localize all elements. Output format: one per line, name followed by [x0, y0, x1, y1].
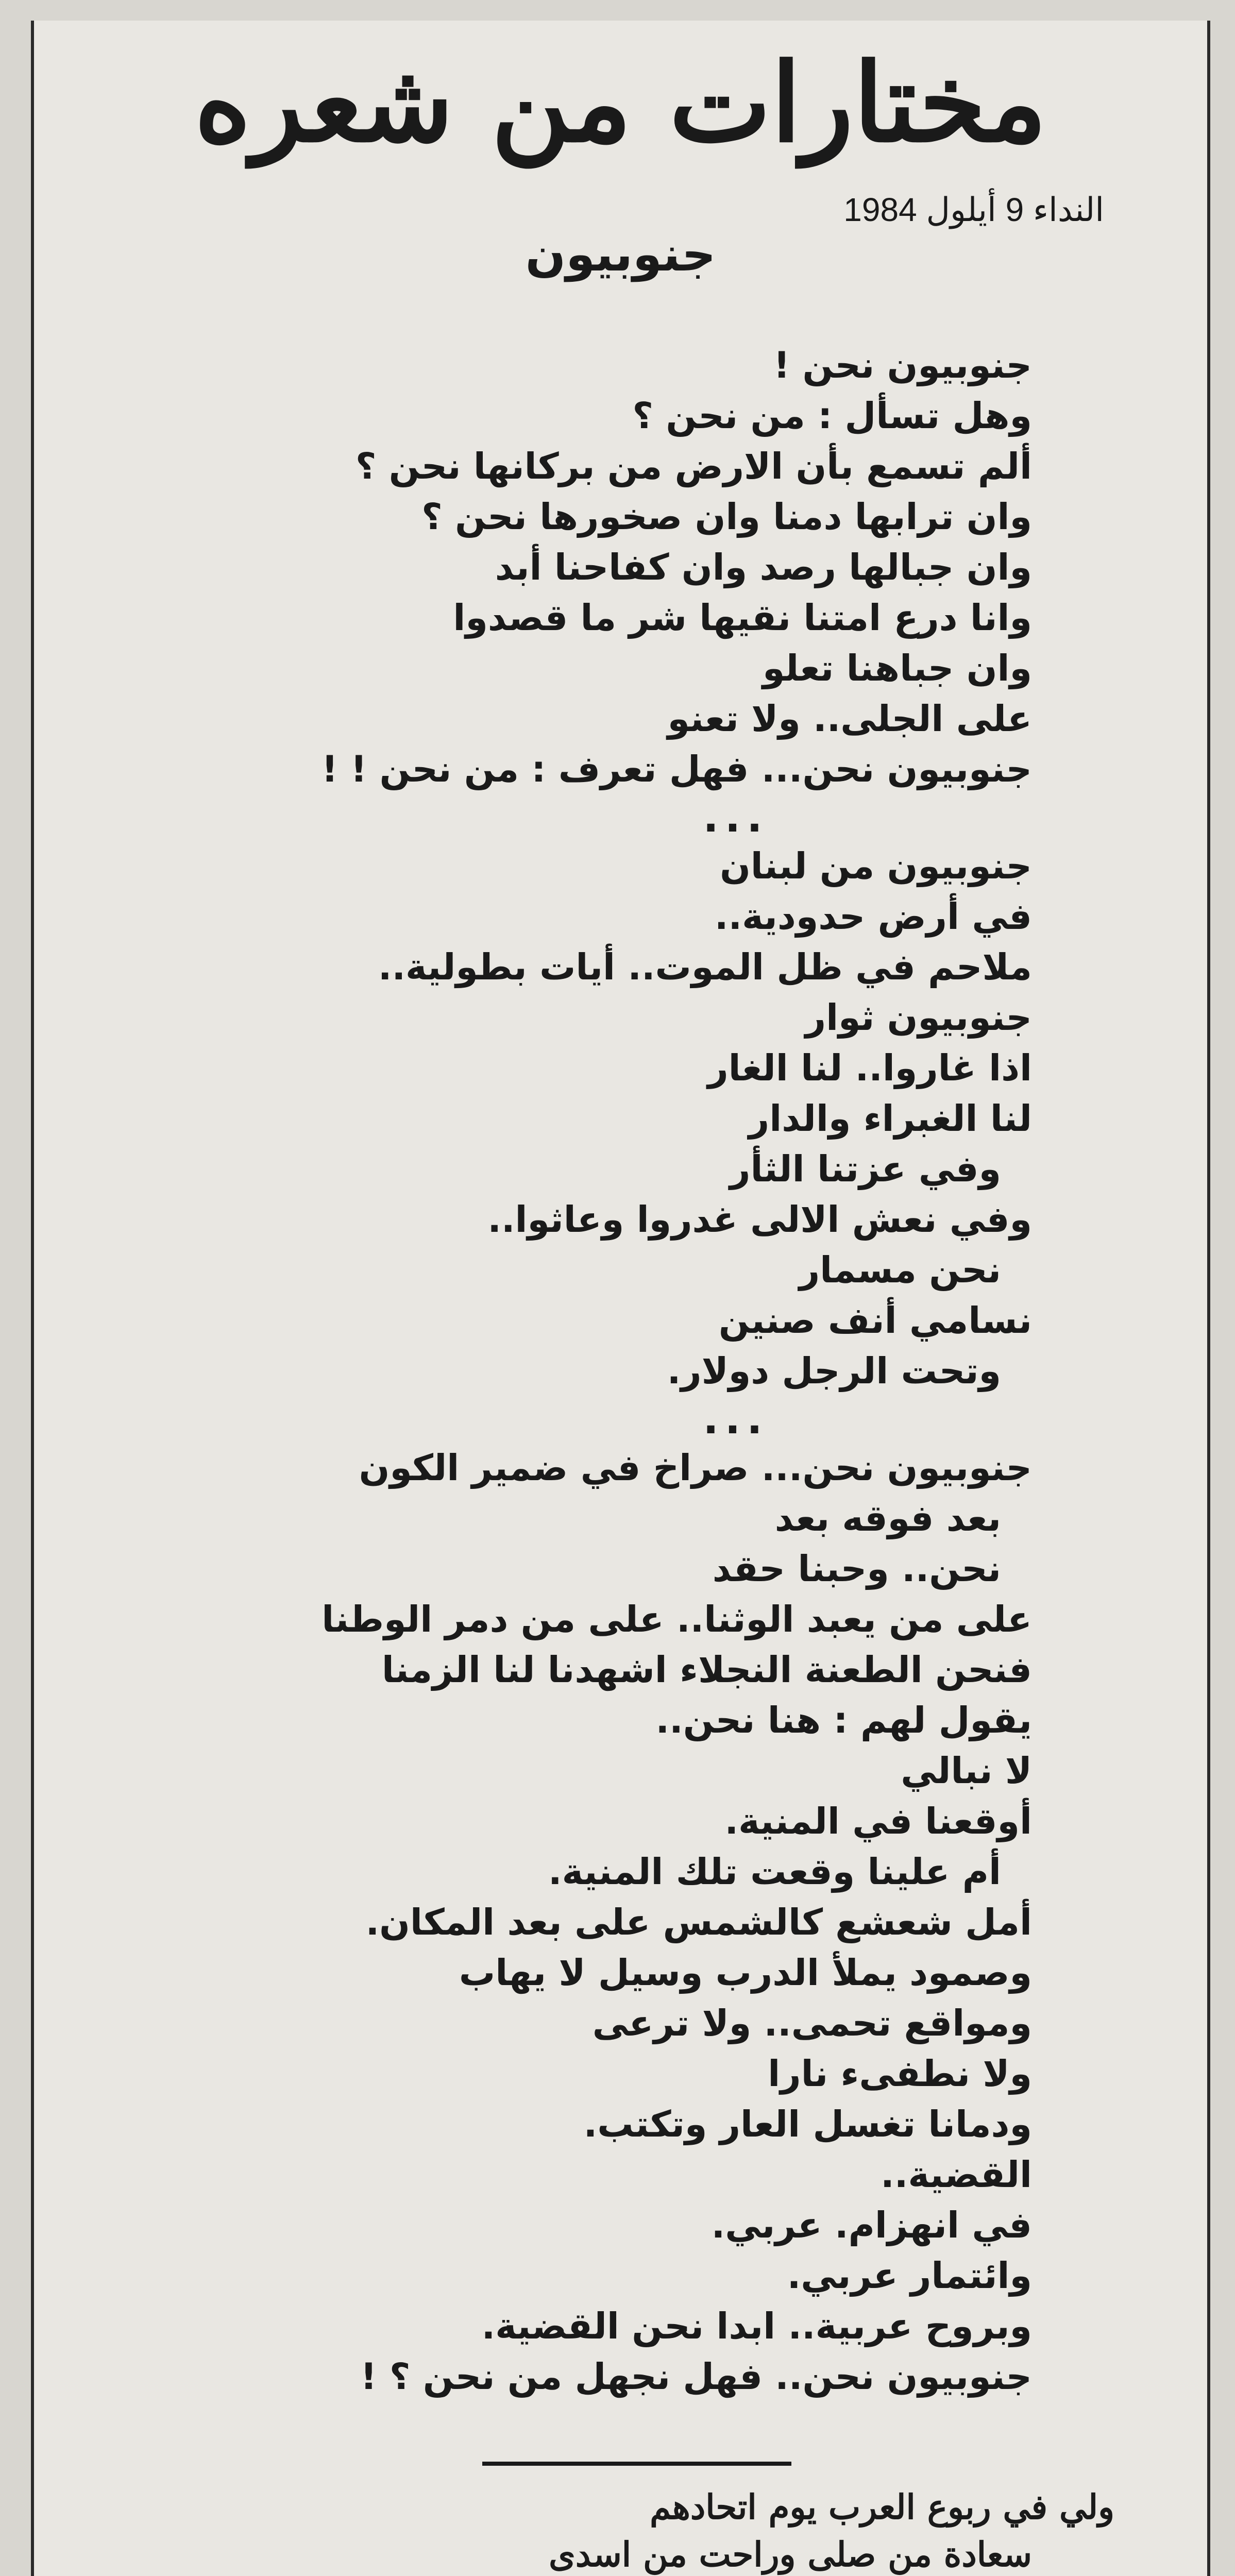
poem-line: ودمانا تغسل العار وتكتب.: [583, 2103, 1032, 2145]
poem-line: جنوبيون نحن... صراخ في ضمير الكون: [359, 1447, 1032, 1489]
poem-line: نحن.. وحبنا حقد: [712, 1548, 1001, 1590]
poem-line: جنوبيون نحن.. فهل نجهل من نحن ؟ !: [360, 2355, 1032, 2398]
stanza-separator: ...: [703, 1395, 769, 1443]
poem-line: جنوبيون من لبنان: [720, 845, 1032, 887]
poem-line: وتحت الرجل دولار.: [667, 1350, 1001, 1392]
poem-line: نحن مسمار: [799, 1249, 1001, 1291]
poem-line: وبروح عربية.. ابدا نحن القضية.: [481, 2305, 1032, 2347]
poem-line: وان جبالها رصد وان كفاحنا أبد: [495, 546, 1032, 588]
poem-title: جنوبيون: [525, 227, 716, 282]
poem-line: على الجلى.. ولا تعنو: [667, 698, 1032, 740]
article-header: [75, 36, 1166, 180]
poem-line: بعد فوقه بعد: [774, 1497, 1001, 1539]
poem-line: وفي عزتنا الثأر: [730, 1148, 1001, 1190]
poem-line: على من يعبد الوثنا.. على من دمر الوطنا: [322, 1598, 1032, 1640]
poem-line: اذا غاروا.. لنا الغار: [707, 1047, 1032, 1089]
poem-line: نسامي أنف صنين: [718, 1299, 1032, 1342]
poem-line: لا نبالي: [901, 1750, 1032, 1792]
poem-line: جنوبيون ثوار: [805, 996, 1032, 1039]
poem-line: فنحن الطعنة النجلاء اشهدنا لنا الزمنا: [381, 1649, 1032, 1691]
verse-line: سعادة من صلى وراحت من اسدى: [549, 2534, 1032, 2574]
poem-line: ومواقع تحمى.. ولا ترعى: [592, 2002, 1032, 2044]
poem-body: [182, 340, 1032, 2402]
poem-line: ألم تسمع بأن الارض من بركانها نحن ؟: [355, 445, 1032, 487]
poem-line: وفي نعش الالى غدروا وعاثوا..: [487, 1198, 1032, 1241]
poem-line: وانا درع امتنا نقيها شر ما قصدوا: [453, 597, 1032, 639]
poem-line: في أرض حدودية..: [714, 895, 1032, 938]
section-divider: [482, 2462, 791, 2466]
poem-line: وان جباهنا تعلو: [763, 647, 1032, 689]
source-date: النداء 9 أيلول 1984: [843, 191, 1104, 228]
poem-line: وان ترابها دمنا وان صخورها نحن ؟: [421, 496, 1032, 538]
verse-line: ولي في ربوع العرب يوم اتحادهم: [650, 2487, 1114, 2527]
poem-line: يقول لهم : هنا نحن..: [655, 1699, 1032, 1741]
poem-line: ولا نطفىء نارا: [768, 2053, 1032, 2095]
poem-line: أوقعنا في المنية.: [724, 1800, 1032, 1842]
poem-line: أم علينا وقعت تلك المنية.: [548, 1851, 1001, 1893]
headline: مختارات من شعره: [194, 39, 1047, 166]
poem-line: القضية..: [881, 2154, 1032, 2196]
stanza-separator: ...: [703, 793, 769, 841]
excerpt-verse: [84, 2483, 1114, 2576]
poem-line: وهل تسأل : من نحن ؟: [632, 395, 1032, 437]
poem-line: وائتمار عربي.: [787, 2255, 1032, 2297]
poem-line: وصمود يملأ الدرب وسيل لا يهاب: [459, 1952, 1032, 1994]
poem-line: جنوبيون نحن !: [773, 344, 1032, 386]
poem-line: أمل شعشع كالشمس على بعد المكان.: [365, 1901, 1032, 1943]
poem-line: جنوبيون نحن... فهل تعرف : من نحن ! !: [322, 748, 1032, 790]
poem-line: في انهزام. عربي.: [711, 2204, 1032, 2246]
poem-line: لنا الغبراء والدار: [748, 1097, 1032, 1140]
poem-line: ملاحم في ظل الموت.. أيات بطولية..: [378, 946, 1032, 988]
newspaper-clipping: [31, 21, 1210, 2576]
